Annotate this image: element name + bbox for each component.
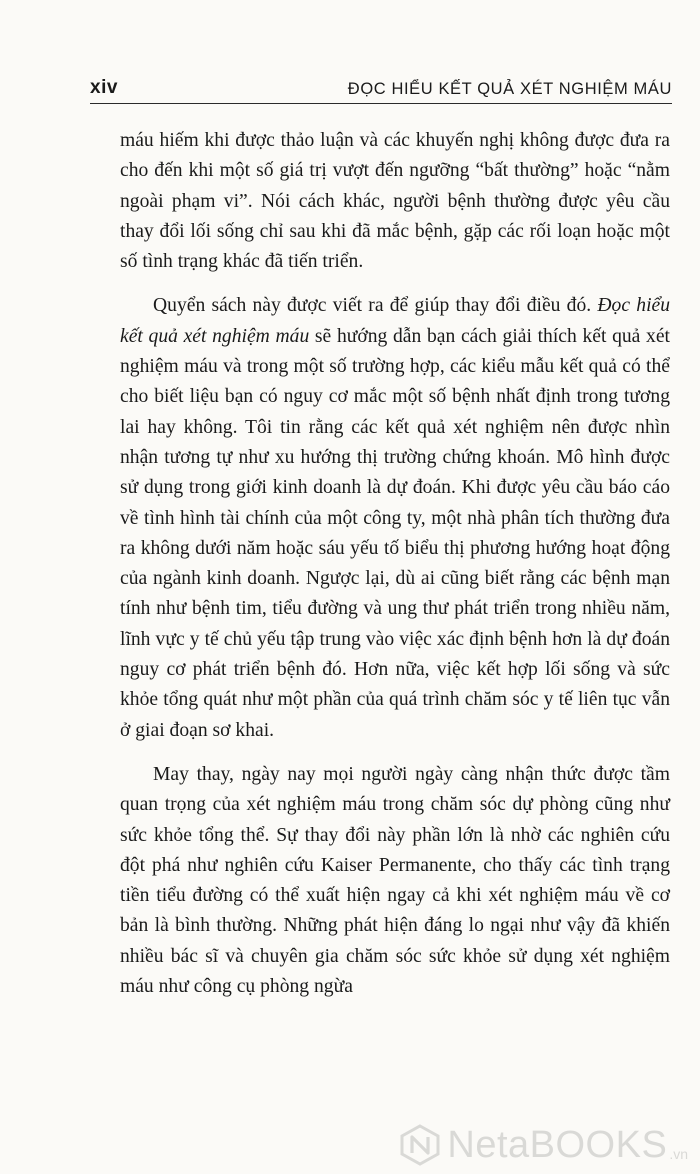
book-title-italic: Đọc hiểu kết quả xét nghiệm máu: [120, 295, 671, 347]
paragraph-1: máu hiếm khi được thảo luận và các khuyến nghị không được đưa ra cho đến khi một số giá trị vượt đến ngưỡng “bất thường” hoặc “nằm ngoài phạm vi”. Nói cách khác, người bệnh thường được yêu cầu thay đổi lối sống chỉ sau khi đã mắc bệnh, gặp các rối loạn hoặc một số tình trạng khác đã tiến triển.: [120, 130, 670, 273]
running-header: [90, 72, 672, 104]
body-text: [120, 126, 670, 1016]
running-title: ĐỌC HIỂU KẾT QUẢ XÉT NGHIỆM MÁU: [347, 79, 672, 98]
paragraph-3: May thay, ngày nay mọi người ngày càng nhận thức được tầm quan trọng của xét nghiệm máu trong chăm sóc dự phòng cũng như sức khỏe tổng thể. Sự thay đổi này phần lớn là nhờ các nghiên cứu đột phá như nghiên cứu Kaiser Permanente, cho thấy các tình trạng tiền tiểu đường có thể xuất hiện ngay cả khi xét nghiệm máu về cơ bản là bình thường. Những phát hiện đáng lo ngại như vậy đã khiến nhiều bác sĩ và chuyên gia chăm sóc sức khỏe sử dụng xét nghiệm máu như công cụ phòng ngừa: [120, 763, 670, 998]
page-number: xiv: [90, 77, 118, 98]
paragraph-2-rest: sẽ hướng dẫn bạn cách giải thích kết quả xét nghiệm máu và trong một số trường hợp, các kiểu mẫu kết quả có thể cho biết liệu bạn có nguy cơ mắc một số bệnh nhất định trong tương lai hay không. Tôi tin rằng các kết quả xét nghiệm nên được nhìn nhận tương tự như xu hướng thị trường chứng khoán. Mô hình được sử dụng trong giới kinh doanh là dự đoán. Khi được yêu cầu báo cáo về tình hình tài chính của một công ty, một nhà phân tích thường đưa ra không dưới năm hoặc sáu yếu tố biểu thị phương hướng hoạt động của ngành kinh doanh. Ngược lại, dù ai cũng biết rằng các bệnh mạn tính như bệnh tim, tiểu đường và ung thư phát triển trong nhiều năm, lĩnh vực y tế chủ yếu tập trung vào việc xác định bệnh hơn là dự đoán nguy cơ phát triển bệnh đó. Hơn nữa, việc kết hợp lối sống và sức khỏe tổng quát như một phần của quá trình chăm sóc y tế liên tục vẫn ở giai đoạn sơ khai.: [120, 325, 670, 741]
watermark-suffix: .vn: [669, 1146, 688, 1162]
paragraph-2-lead: Quyển sách này được viết ra để giúp thay đổi điều đó.: [153, 295, 598, 317]
watermark: [399, 1124, 688, 1166]
netabooks-logo-icon: [399, 1124, 441, 1166]
paragraph-2: [120, 291, 670, 745]
watermark-brand: NetaBOOKS: [447, 1124, 668, 1166]
